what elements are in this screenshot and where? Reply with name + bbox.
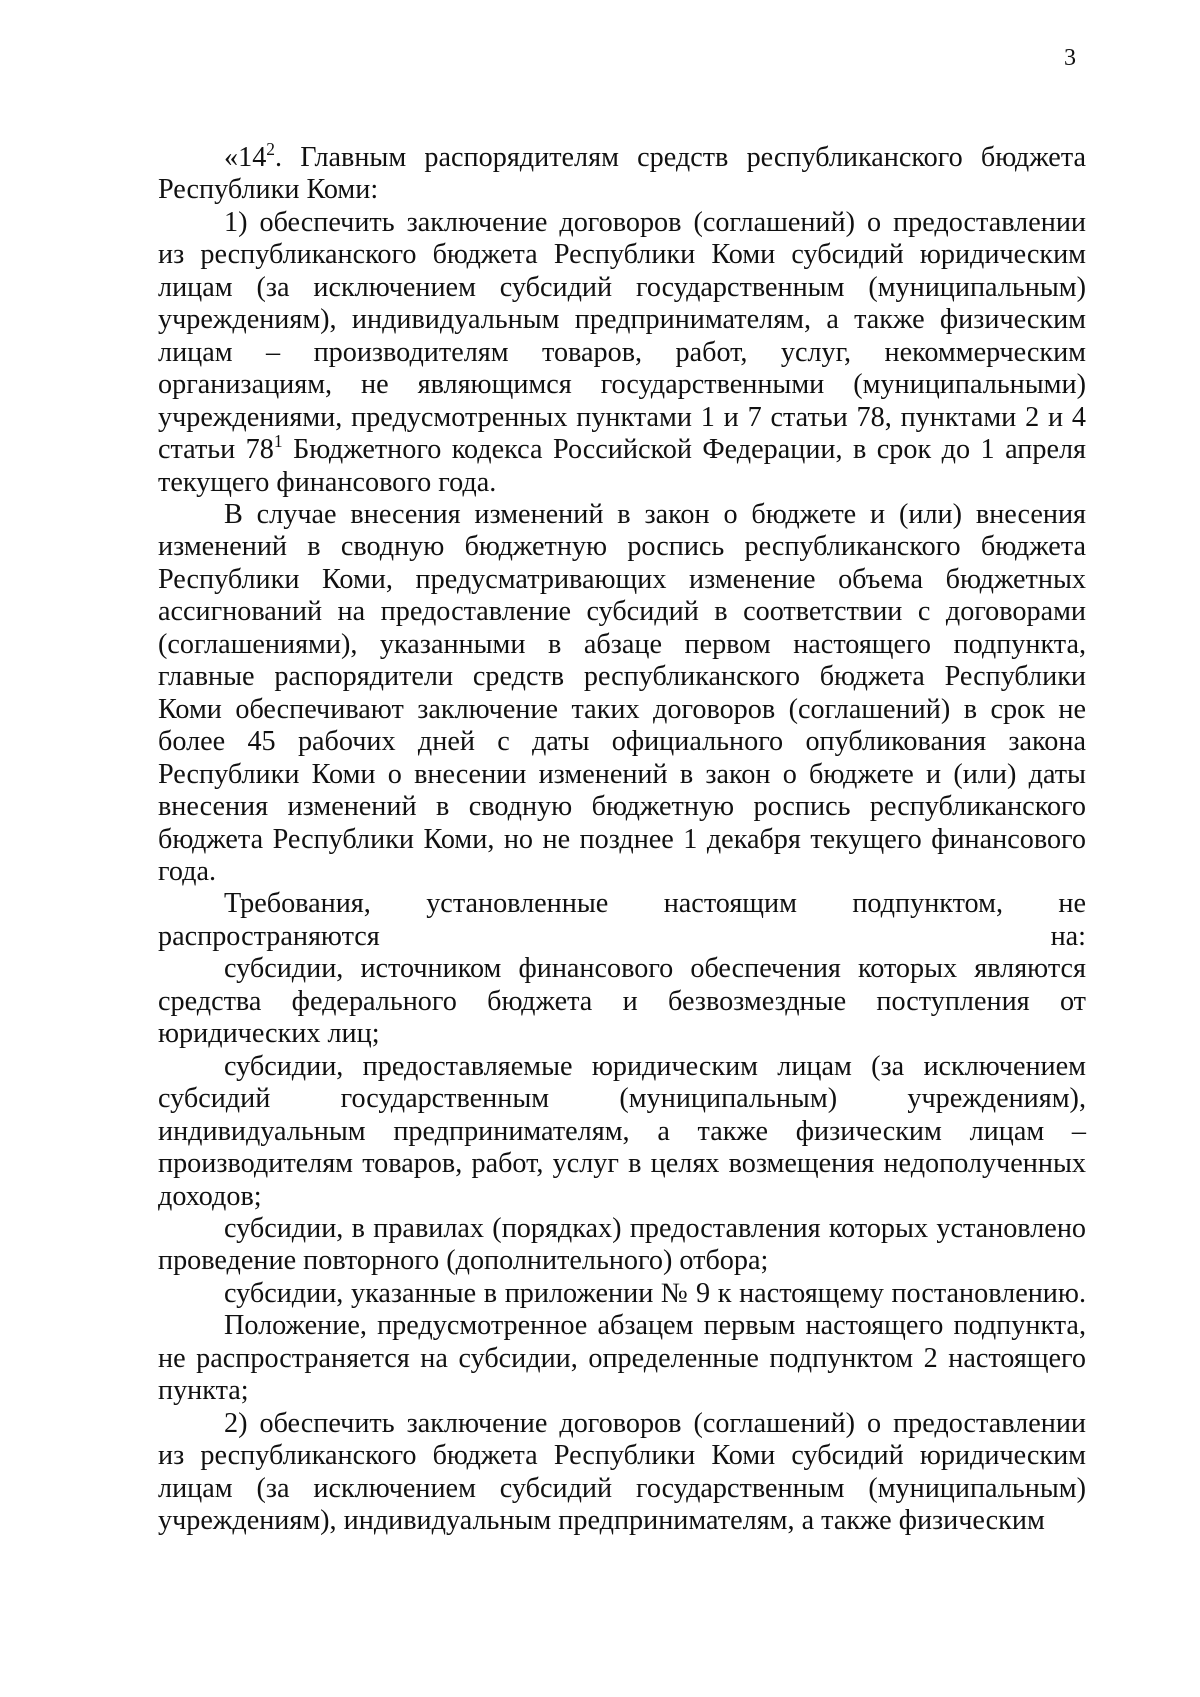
clause-14-2-heading <box>158 139 1086 207</box>
list-item-compensation-subsidies: субсидии, предоставляемые юридическим лицам (за исключением субсидий государственным (муниципальным) учреждениям), индивидуальным предпринимателям, а также физическим лицам – производителям товаров, работ, услуг в целях возмещения недополученных доходов; <box>158 1050 1086 1212</box>
paragraph-text: Бюджетного кодекса Российской Федерации, в срок до 1 апреля текущего финансового года. <box>158 434 1086 498</box>
list-item-repeated-selection-subsidies: субсидии, в правилах (порядках) предоставления которых установлено проведение повторного (дополнительного) отбора; <box>158 1212 1086 1277</box>
superscript: 2 <box>266 139 276 160</box>
paragraph-changes: В случае внесения изменений в закон о бюджете и (или) внесения изменений в сводную бюджетную роспись республиканского бюджета Республики Коми, предусматривающих изменение объема бюджетных ассигнований на предоставление субсидий в соответствии с договорами (соглашениями), указанными в абзаце первом настоящего подпункта, главные распорядители средств республиканского бюджета Республики Коми обеспечивают заключение таких договоров (соглашений) в срок не более 45 рабочих дней с даты официального опубликования закона Республики Коми о внесении изменений в закон о бюджете и (или) даты внесения изменений в сводную бюджетную роспись республиканского бюджета Республики Коми, но не позднее 1 декабря текущего финансового года. <box>158 498 1086 887</box>
paragraph-requirements: Требования, установленные настоящим подпунктом, не распространяются на: <box>158 888 1086 952</box>
superscript: 1 <box>273 431 283 452</box>
clause-number: «14 <box>224 142 267 173</box>
document-body <box>158 139 1086 1537</box>
list-item-federal-subsidies: субсидии, источником финансового обеспечения которых являются средства федерального бюджета и безвозмездные поступления от юридических лиц; <box>158 953 1086 1050</box>
paragraph-provision: Положение, предусмотренное абзацем первым настоящего подпункта, не распространяется на субсидии, определенные подпунктом 2 настоящего пункта; <box>158 1310 1086 1407</box>
subclause-1 <box>158 207 1086 499</box>
paragraph-text: . Главным распорядителям средств республиканского бюджета Республики Коми: <box>158 142 1086 206</box>
page-number: 3 <box>1064 45 1076 71</box>
subclause-2: 2) обеспечить заключение договоров (соглашений) о предоставлении из республиканского бюджета Республики Коми субсидий юридическим лицам (за исключением субсидий государственным (муниципальным) учреждениям), индивидуальным предпринимателям, а также физическим <box>158 1407 1086 1537</box>
list-item-appendix-subsidies: субсидии, указанные в приложении № 9 к настоящему постановлению. <box>224 1277 1086 1309</box>
paragraph-text: 1) обеспечить заключение договоров (соглашений) о предоставлении из республиканского бюджета Республики Коми субсидий юридическим лицам (за исключением субсидий государственным (муниципальным) учреждениям), индивидуальным предпринимателям, а также физическим лицам – производителям товаров, работ, услуг, некоммерческим организациям, не являющимся государственными (муниципальными) учреждениями, предусмотренных пунктами 1 и 7 статьи 78, пунктами 2 и 4 статьи 78 <box>158 206 1086 466</box>
